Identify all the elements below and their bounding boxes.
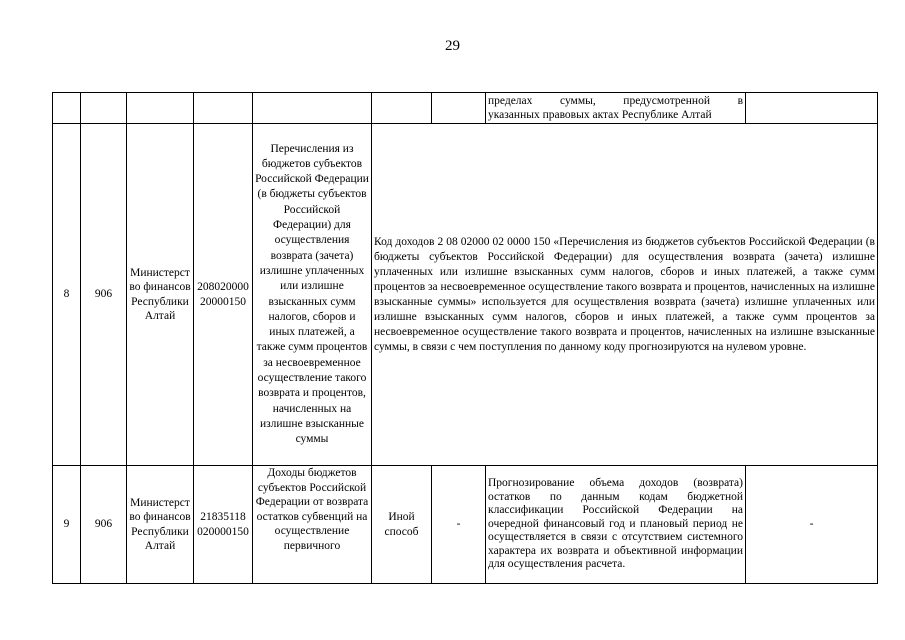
algorithm-cell [486, 93, 746, 124]
algorithm-line: указанных правовых актах Республике Алтай [488, 109, 712, 121]
admin-code-cell: 906 [81, 466, 127, 584]
revenue-forecast-table [52, 92, 878, 584]
row-number-cell [53, 93, 81, 124]
table-row [53, 93, 878, 124]
page-number: 29 [445, 38, 460, 54]
kbk-cell [194, 93, 253, 124]
admin-name-cell [127, 93, 194, 124]
formula-cell [432, 93, 486, 124]
merged-description-cell: Код доходов 2 08 02000 02 0000 150 «Перечисления из бюджетов субъектов Российской Федерации (в бюджеты субъектов Российской Федерации) для осуществления возврата (зачета) излишне уплаченных или излишне взысканных сумм налогов, сборов и иных платежей, а также сумм процентов за несвоевременное осуществление такого возврата и процентов, начисленных на излишне взысканные суммы» используется для осуществления возврата (зачета) излишне уплаченных или излишне взысканных сумм налогов, сборов и иных платежей, а также сумм процентов за несвоевременное осуществление такого возврата и процентов, начисленных на излишне взысканные суммы, в связи с чем поступления по данному коду прогнозируются на нулевом уровне. [372, 124, 878, 466]
notes-cell [746, 93, 878, 124]
admin-code-cell: 906 [81, 124, 127, 466]
notes-cell: - [746, 466, 878, 584]
algorithm-line: пределах суммы, предусмотренной в [488, 95, 743, 107]
admin-name-cell: Министерство финансов Республики Алтай [127, 466, 194, 584]
admin-code-cell [81, 93, 127, 124]
formula-cell: - [432, 466, 486, 584]
kbk-cell: 21835118 020000150 [194, 466, 253, 584]
revenue-name-cell [253, 93, 372, 124]
row-number-cell: 8 [53, 124, 81, 466]
method-cell: Иной способ [372, 466, 432, 584]
admin-name-cell: Министерство финансов Республики Алтай [127, 124, 194, 466]
method-cell [372, 93, 432, 124]
algorithm-cell: Прогнозирование объема доходов (возврата) остатков по данным кодам бюджетной классификации Российской Федерации на очередной финансовый год и плановый период не осуществляется в связи с отсутствием системного характера их возврата и объективной информации для осуществления расчета. [486, 466, 746, 584]
row-number-cell: 9 [53, 466, 81, 584]
revenue-name-cell: Доходы бюджетов субъектов Российской Федерации от возврата остатков субвенций на осуществление первичного [253, 466, 372, 584]
table-row [53, 466, 878, 584]
kbk-cell: 208020000 20000150 [194, 124, 253, 466]
table-row [53, 124, 878, 466]
revenue-name-cell: Перечисления из бюджетов субъектов Российской Федерации (в бюджеты субъектов Российской Федерации) для осуществления возврата (зачета) излишне уплаченных или излишне взысканных сумм налогов, сборов и иных платежей, а также сумм процентов за несвоевременное осуществление такого возврата и процентов, начисленных на излишне взысканные суммы [253, 124, 372, 466]
